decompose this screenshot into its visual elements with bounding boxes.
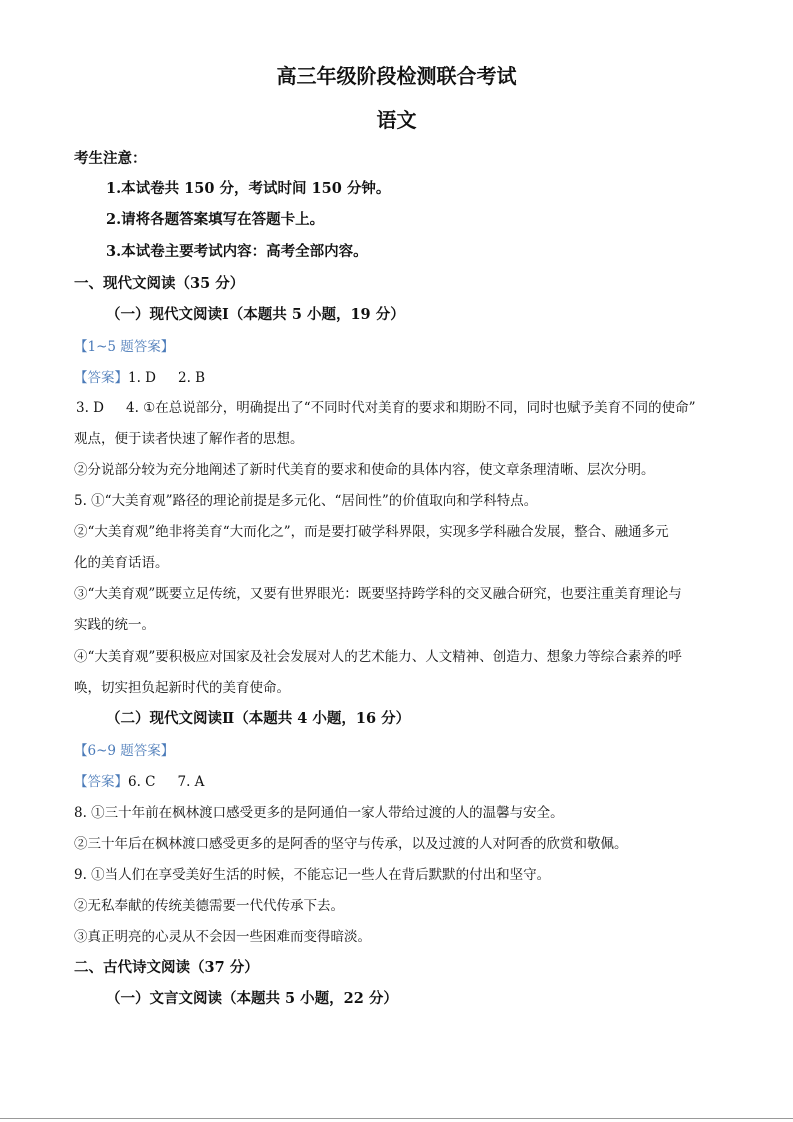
part-heading: （二）现代文阅读Ⅱ（本题共 4 小题，16 分） bbox=[106, 710, 411, 727]
answer-text-line: ③真正明亮的心灵从不会因一些困难而变得暗淡。 bbox=[74, 929, 371, 945]
answer-text-line: 8. ①三十年前在枫林渡口感受更多的是阿通伯一家人带给过渡的人的温馨与安全。 bbox=[74, 805, 564, 821]
answer-label: 【答案】 bbox=[74, 774, 128, 790]
part-heading: （一）现代文阅读Ⅰ（本题共 5 小题，19 分） bbox=[106, 306, 405, 323]
section-heading: 一、现代文阅读（35 分） bbox=[74, 275, 245, 292]
answer-1: 1. D bbox=[128, 370, 156, 386]
page-bottom-divider bbox=[0, 1118, 793, 1119]
answer-6: 6. C bbox=[128, 774, 156, 790]
answer-7: 7. A bbox=[177, 774, 205, 790]
answer-text-line: 5. ①“大美育观”路径的理论前提是多元化、“居间性”的价值取向和学科特点。 bbox=[74, 493, 538, 509]
answer-text-line: ②三十年后在枫林渡口感受更多的是阿香的坚守与传承，以及过渡的人对阿香的欣赏和敬佩。 bbox=[74, 836, 628, 852]
answer-text-line: 唤，切实担负起新时代的美育使命。 bbox=[74, 680, 290, 696]
notice-item: 1.本试卷共 150 分，考试时间 150 分钟。 bbox=[106, 180, 391, 197]
answer-text-line: ②分说部分较为充分地阐述了新时代美育的要求和使命的具体内容，使文章条理清晰、层次分明。 bbox=[74, 462, 655, 478]
answer-row bbox=[76, 399, 696, 417]
answer-3: 3. D bbox=[76, 400, 104, 416]
answer-text-line: ②无私奉献的传统美德需要一代代传承下去。 bbox=[74, 898, 344, 914]
answer-text-line: ④“大美育观”要积极应对国家及社会发展对人的艺术能力、人文精神、创造力、想象力等综合素养的呼 bbox=[74, 649, 682, 665]
exam-subtitle: 语文 bbox=[376, 108, 417, 132]
answer-text-line: 观点，便于读者快速了解作者的思想。 bbox=[74, 431, 304, 447]
answer-text-line: ③“大美育观”既要立足传统，又要有世界眼光：既要坚持跨学科的交叉融合研究，也要注重美育理论与 bbox=[74, 586, 682, 602]
part-heading: （一）文言文阅读（本题共 5 小题，22 分） bbox=[106, 990, 398, 1007]
answer-tag: 【6~9 题答案】 bbox=[74, 743, 175, 759]
answer-2: 2. B bbox=[178, 370, 206, 386]
answer-row bbox=[74, 369, 205, 387]
answer-text-line: 9. ①当人们在享受美好生活的时候，不能忘记一些人在背后默默的付出和坚守。 bbox=[74, 867, 551, 883]
answer-tag: 【1~5 题答案】 bbox=[74, 339, 175, 355]
notice-item: 3.本试卷主要考试内容：高考全部内容。 bbox=[106, 243, 368, 260]
answer-label: 【答案】 bbox=[74, 370, 128, 386]
exam-title: 高三年级阶段检测联合考试 bbox=[276, 64, 517, 88]
notice-heading: 考生注意： bbox=[74, 150, 147, 167]
answer-text-line: 实践的统一。 bbox=[74, 617, 155, 633]
answer-row bbox=[74, 773, 204, 791]
answer-4-line: 4. ①在总说部分，明确提出了“不同时代对美育的要求和期盼不同，同时也赋予美育不同的使命” bbox=[126, 400, 696, 416]
section-heading: 二、古代诗文阅读（37 分） bbox=[74, 959, 259, 976]
answer-text-line: 化的美育话语。 bbox=[74, 555, 169, 571]
answer-text-line: ②“大美育观”绝非将美育“大而化之”，而是要打破学科界限，实现多学科融合发展，整合、融通多元 bbox=[74, 524, 669, 540]
notice-item: 2.请将各题答案填写在答题卡上。 bbox=[106, 211, 325, 228]
